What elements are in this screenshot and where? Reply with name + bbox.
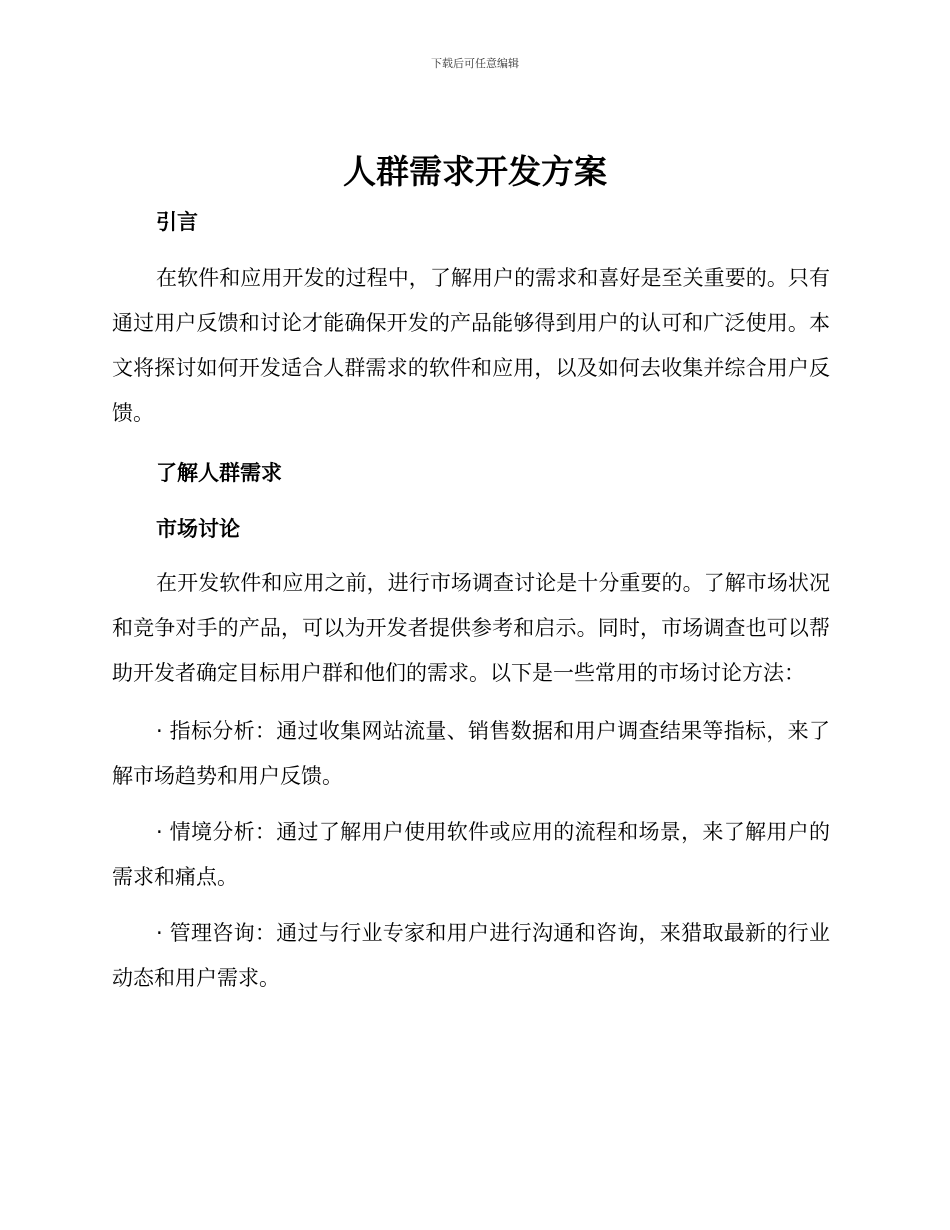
- bullet-item-scenario-analysis: · 情境分析：通过了解用户使用软件或应用的流程和场景，来了解用户的需求和痛点。: [112, 820, 830, 889]
- document-title: 人群需求开发方案: [343, 152, 607, 191]
- section-heading-understand-needs: 了解人群需求: [156, 461, 282, 485]
- bullet-item-indicator-analysis: · 指标分析：通过收集网站流量、销售数据和用户调查结果等指标，来了解市场趋势和用户反馈。: [112, 719, 830, 788]
- section-heading-intro: 引言: [156, 210, 198, 234]
- market-paragraph: 在开发软件和应用之前，进行市场调查讨论是十分重要的。了解市场状况和竞争对手的产品，可以为开发者提供参考和启示。同时，市场调查也可以帮助开发者确定目标用户群和他们的需求。以下是一些常用的市场讨论方法：: [112, 571, 830, 685]
- bullet-item-management-consulting: · 管理咨询：通过与行业专家和用户进行沟通和咨询，来猎取最新的行业动态和用户需求。: [112, 921, 830, 990]
- header-note: 下载后可任意编辑: [431, 57, 519, 70]
- section-heading-market-discussion: 市场讨论: [156, 517, 240, 541]
- document-body: [112, 198, 830, 1001]
- intro-paragraph: 在软件和应用开发的过程中，了解用户的需求和喜好是至关重要的。只有通过用户反馈和讨论才能确保开发的产品能够得到用户的认可和广泛使用。本文将探讨如何开发适合人群需求的软件和应用，以及如何去收集并综合用户反馈。: [112, 266, 830, 425]
